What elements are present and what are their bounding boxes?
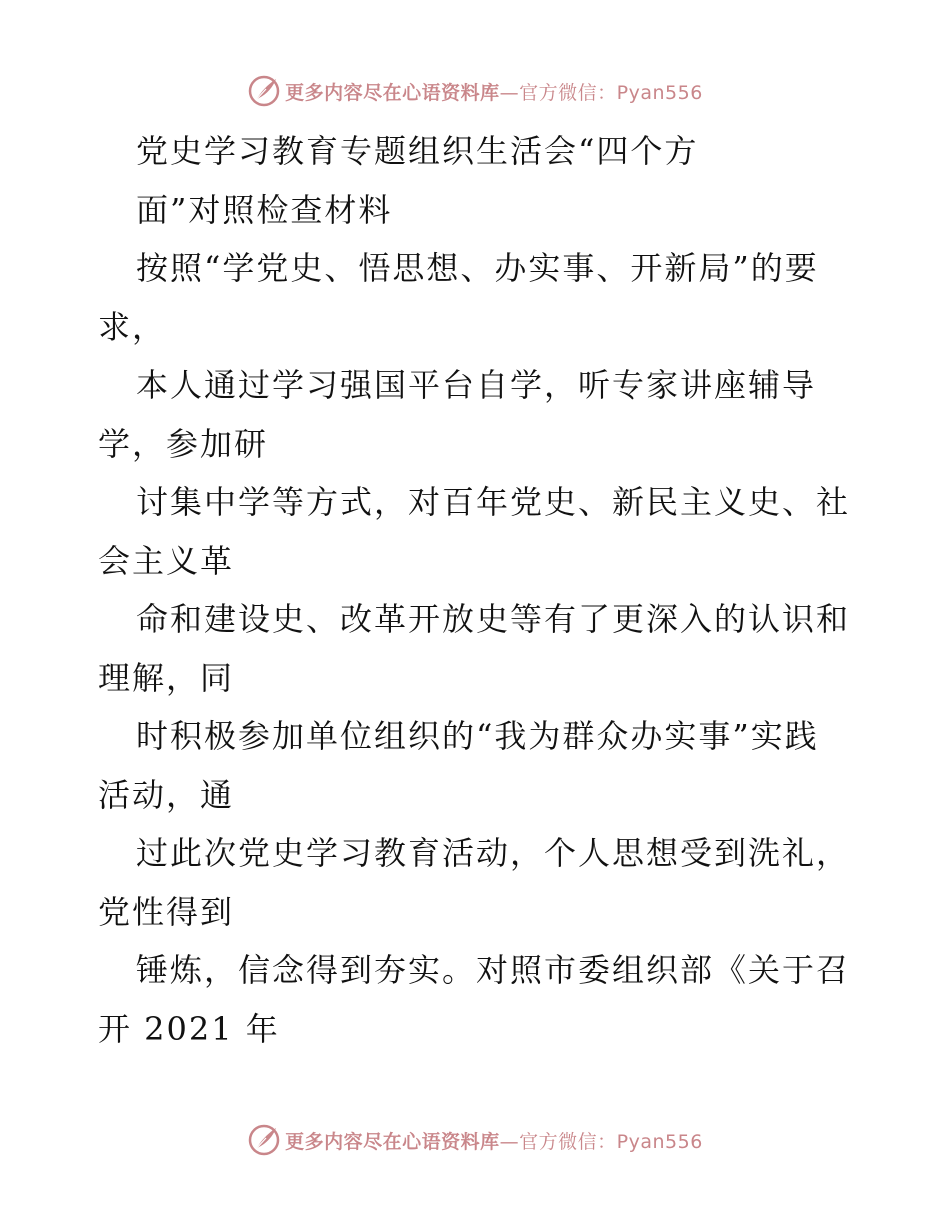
paragraph-line: 按照“学党史、悟思想、办实事、开新局”的要	[136, 249, 819, 287]
document-title-line-2: 面”对照检查材料	[136, 190, 393, 229]
banner-separator: —	[499, 81, 520, 104]
paragraph-line: 本人通过学习强国平台自学，听专家讲座辅导	[136, 366, 817, 404]
paragraph-line: 锤炼，信念得到夯实。对照市委组织部《关于召	[136, 951, 851, 989]
paragraph-line: 理解，同	[98, 658, 235, 697]
paragraph-line: 命和建设史、改革开放史等有了更深入的认识和	[136, 600, 851, 638]
footer-watermark-banner	[0, 1120, 950, 1160]
document-title-line-1: 党史学习教育专题组织生活会“四个方	[136, 132, 699, 170]
feather-pen-circle-icon	[247, 74, 281, 108]
banner-wechat-text: 官方微信：Pyan556	[519, 81, 703, 104]
paragraph-line: 时积极参加单位组织的“我为群众办实事”实践	[136, 717, 819, 755]
banner-lead-text: 更多内容尽在心语资料库	[285, 1130, 500, 1153]
header-watermark-banner	[0, 71, 950, 111]
paragraph-line: 开 2021 年	[98, 1009, 280, 1048]
paragraph-line: 会主义革	[98, 541, 235, 580]
paragraph-line: 学，参加研	[98, 424, 269, 463]
paragraph-line: 党性得到	[98, 892, 235, 931]
feather-pen-circle-icon	[247, 1123, 281, 1157]
document-body	[98, 122, 858, 1058]
paragraph-line: 过此次党史学习教育活动，个人思想受到洗礼，	[136, 834, 851, 872]
paragraph-line: 讨集中学等方式，对百年党史、新民主义史、社	[136, 483, 851, 521]
paragraph-line: 求，	[98, 307, 167, 346]
banner-wechat-text: 官方微信：Pyan556	[519, 1130, 703, 1153]
banner-separator: —	[499, 1130, 520, 1153]
paragraph-line: 活动，通	[98, 775, 235, 814]
banner-lead-text: 更多内容尽在心语资料库	[285, 81, 500, 104]
